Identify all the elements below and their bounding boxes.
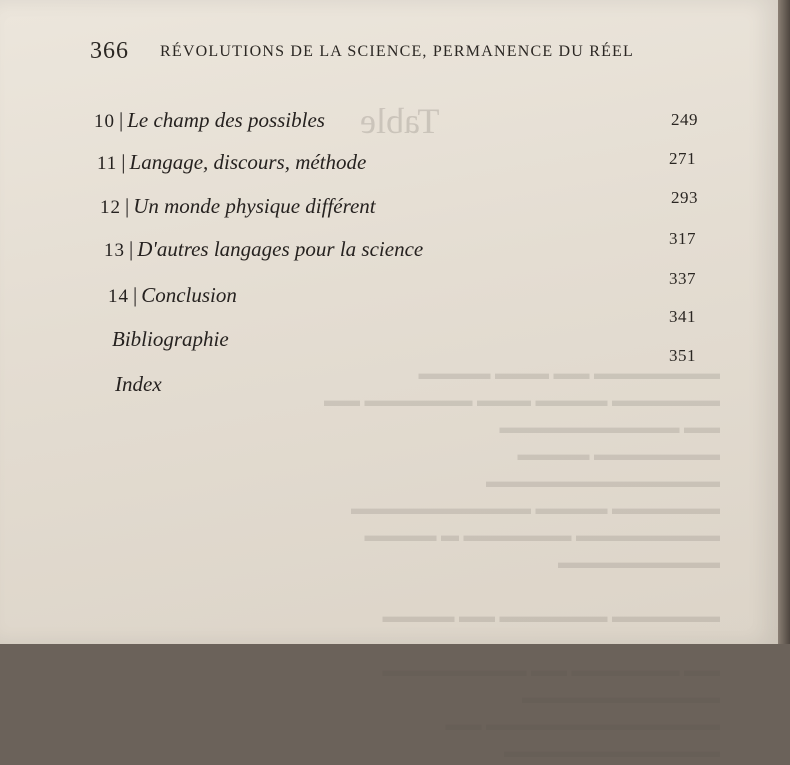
chapter-number: 11	[97, 153, 118, 174]
chapter-number: 14	[108, 286, 129, 307]
show-through-text: ▬▬▬▬▬▬▬ ▬▬ ▬▬▬ ▬▬▬▬ ▬▬▬▬▬▬ ▬▬▬▬ ▬▬▬ ▬▬▬▬▬▬ ▬▬ ▬▬ ▬▬▬▬▬▬▬▬▬▬ ▬▬▬▬▬▬▬ ▬▬▬▬ ▬▬▬▬▬▬▬▬▬▬▬▬▬ ▬▬▬▬▬▬ ▬▬▬▬ ▬▬▬▬▬▬▬▬▬▬ ▬▬▬▬▬▬▬▬ ▬▬▬▬▬▬ ▬ ▬▬▬▬ ▬▬▬▬▬▬▬▬▬ ▬▬▬▬▬▬ ▬▬▬▬▬▬ ▬▬ ▬▬▬▬ ▬▬ ▬▬▬▬▬▬ ▬▬ ▬▬▬▬▬▬▬▬ ▬▬▬▬▬▬▬▬▬▬▬ ▬▬▬▬▬▬▬▬▬▬▬▬▬ ▬▬ ▬▬▬▬▬▬▬▬▬▬▬▬	[324, 363, 720, 761]
toc-entry: 13 | D'autres langages pour la science	[104, 237, 424, 261]
toc-entry: 10 | Le champ des possibles	[94, 108, 325, 132]
toc-page-number: 351	[669, 346, 696, 365]
section-title: Index	[115, 372, 162, 396]
chapter-title: Conclusion	[141, 283, 237, 307]
toc-page-number: 293	[671, 188, 698, 207]
toc-page-number: 271	[669, 149, 696, 168]
section-title: Bibliographie	[112, 327, 229, 351]
toc-entry-index	[115, 372, 162, 402]
page-number: 366	[90, 38, 129, 64]
toc-page-number: 337	[669, 269, 696, 288]
toc-page-number: 317	[669, 229, 696, 248]
running-title: RÉVOLUTIONS DE LA SCIENCE, PERMANENCE DU RÉEL	[160, 43, 634, 60]
chapter-number: 10	[94, 111, 115, 132]
chapter-title: Langage, discours, méthode	[129, 150, 367, 174]
toc-page-number: 249	[671, 110, 698, 129]
chapter-title: Un monde physique différent	[133, 194, 376, 218]
toc-entry: 12 | Un monde physique différent	[100, 194, 376, 218]
chapter-title: Le champ des possibles	[127, 108, 325, 132]
toc-entry-bibliography	[112, 327, 229, 357]
chapter-number: 12	[100, 197, 121, 218]
toc-page-number: 341	[669, 307, 696, 326]
page-header	[90, 38, 700, 68]
toc-entry: 11 | Langage, discours, méthode	[97, 150, 367, 174]
toc-entry: 14 | Conclusion	[108, 283, 237, 307]
chapter-number: 13	[104, 240, 125, 261]
page-edge-shadow	[778, 0, 790, 644]
show-through-title: Table	[360, 101, 440, 141]
chapter-title: D'autres langages pour la science	[137, 237, 424, 261]
